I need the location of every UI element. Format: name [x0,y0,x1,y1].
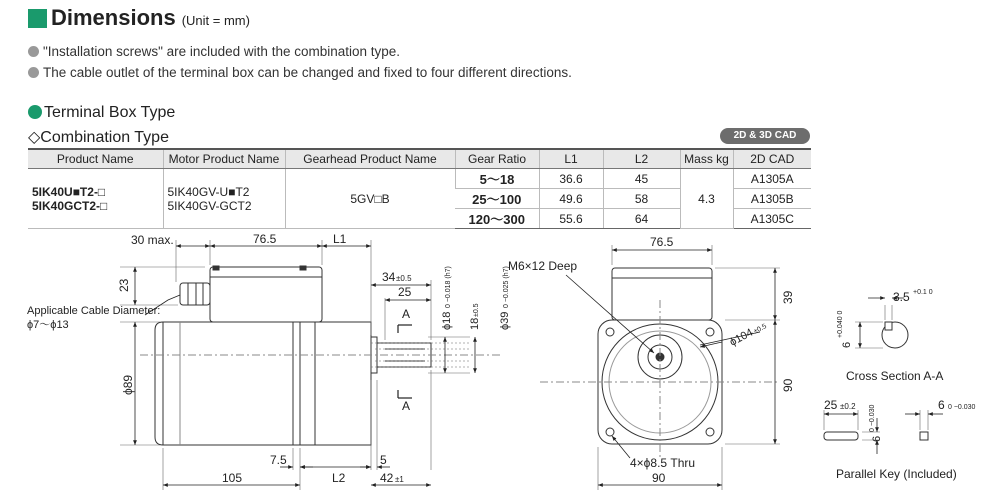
dim-6-keyway: 6 [841,341,853,348]
dim-phi18: ϕ18 [441,311,453,330]
dim-30max: 30 max. [131,233,174,247]
dim-5: 5 [380,453,387,467]
front-view [540,245,780,490]
dim-3-5: 3.5 [893,290,910,304]
note-2-text: The cable outlet of the terminal box can be changed and fixed to four different directions. [43,65,572,80]
key-dim-6: 6 [871,435,883,442]
title-text: Dimensions [51,5,176,30]
key-dim-6-tol: 0 −0.030 [869,404,876,432]
l1-value: 36.6 [539,169,603,189]
dim-phi39-tol: 0 −0.025 (h7) [503,266,510,308]
gear-ratio: 25～100 [455,189,539,209]
col-header: 2D CAD [733,149,811,169]
dim-phi89: ϕ89 [121,374,135,395]
dim-25: 25 [398,285,412,299]
key-dim-6b-tol: 0 −0.030 [948,404,976,411]
dim-l1: L1 [333,232,347,246]
dim-76-5: 76.5 [253,232,277,246]
cross-section-view [855,298,908,348]
cad-link[interactable]: A1305A [733,169,811,189]
front-dim-90-h: 90 [652,471,666,485]
dim-l2: L2 [332,471,346,485]
col-header: L2 [603,149,680,169]
dim-42-tol: ±1 [395,475,404,484]
dim-6-keyway-tol: +0.040 0 [837,310,844,338]
cable-label: Applicable Cable Diameter: [27,305,161,317]
l2-value: 64 [603,209,680,229]
cable-range: ϕ7～ϕ13 [27,319,69,331]
section-title-text: Terminal Box Type [44,104,176,121]
gear-ratio: 5～18 [455,169,539,189]
parallel-key-label: Parallel Key (Included) [836,467,957,481]
dim-34: 34 [382,270,396,284]
dim-105: 105 [222,471,243,485]
gear-ratio: 120～300 [455,209,539,229]
key-dim-25-tol: ±0.2 [840,402,856,411]
front-dim-phi104: ϕ104 [727,326,756,349]
side-view [120,240,500,490]
cross-section-label: Cross Section A-A [846,369,944,383]
motor-name: 5IK40GV-U■T2 [167,184,250,199]
holes-label: 4×ϕ8.5 Thru [630,456,696,470]
l1-value: 49.6 [539,189,603,209]
section-a-top: A [402,307,411,321]
dim-18-tol: ±0.5 [473,303,480,317]
parallel-key-view [824,410,943,454]
key-dim-6b: 6 [938,398,945,412]
col-header: Mass kg [680,149,733,169]
l1-value: 55.6 [539,209,603,229]
cad-badge[interactable]: 2D & 3D CAD [720,128,810,144]
col-header: L1 [539,149,603,169]
dim-phi39: ϕ39 [499,311,511,330]
l2-value: 58 [603,189,680,209]
note-1-text: "Installation screws" are included with the combination type. [43,44,401,59]
mass-cell: 4.3 [680,169,733,229]
col-header: Motor Product Name [163,149,285,169]
col-header: Gearhead Product Name [285,149,455,169]
dim-7-5: 7.5 [270,453,287,467]
dim-23: 23 [117,278,131,292]
cad-link[interactable]: A1305B [733,189,811,209]
front-dim-76-5: 76.5 [650,235,674,249]
gearhead-cell: 5GV□B [285,169,455,229]
col-header: Product Name [28,149,163,169]
product-name: 5IK40U■T2-□ [32,184,106,199]
tap-label: M6×12 Deep [508,259,578,273]
key-dim-25: 25 [824,398,838,412]
dim-18: 18 [469,317,481,330]
dim-42: 42 [380,471,394,485]
detail-labels [824,289,976,481]
col-header: Gear Ratio [455,149,539,169]
dim-34-tol: ±0.5 [396,274,412,283]
dim-phi18-tol: 0 −0.018 (h7) [445,266,452,308]
dim-3-5-tol: +0.1 0 [913,289,933,296]
cad-link[interactable]: A1305C [733,209,811,229]
product-name: 5IK40GCT2-□ [32,198,108,213]
front-dim-phi104-tol: ±0.5 [752,323,768,336]
motor-name: 5IK40GV-GCT2 [167,198,252,213]
front-dim-39: 39 [781,290,795,304]
unit-label: (Unit = mm) [181,13,250,28]
l2-value: 45 [603,169,680,189]
section-subtitle: ◇Combination Type [28,129,169,146]
front-dim-90-v: 90 [781,378,795,392]
section-a-bottom: A [402,399,411,413]
